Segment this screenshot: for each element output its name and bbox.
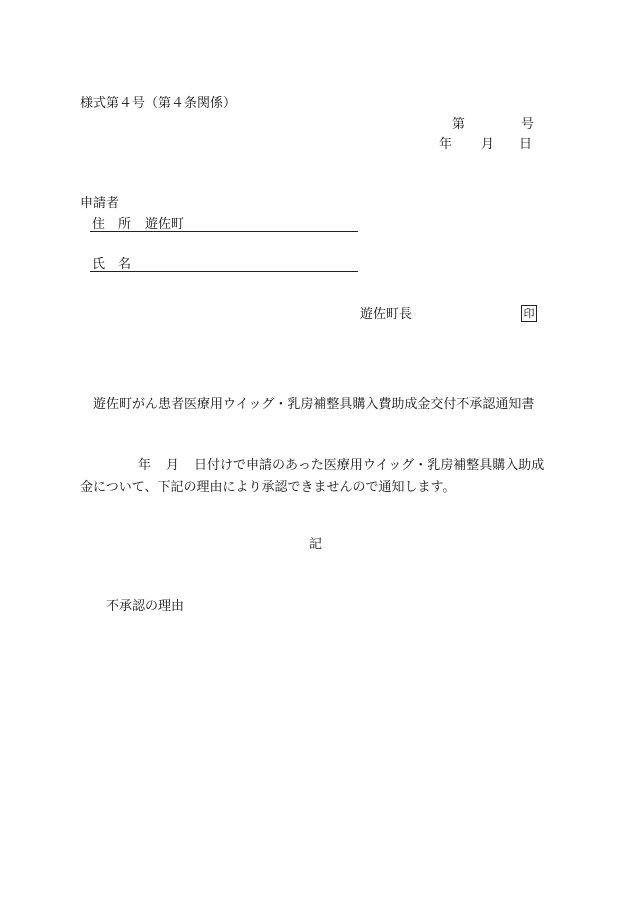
body-line-2: 金について、下記の理由により承認できませんので通知します。 (80, 480, 456, 495)
body-line-1-text: 日付けで申請のあった医療用ウイッグ・乳房補整具購入助成 (194, 458, 545, 473)
name-underline (90, 271, 358, 272)
name-label-char-1: 氏 (92, 257, 106, 272)
form-number: 様式第４号（第４条関係） (80, 96, 237, 111)
date-month-label: 月 (481, 137, 495, 152)
document-title: 遊佐町がん患者医療用ウイッグ・乳房補整具購入費助成金交付不承認通知書 (93, 397, 535, 412)
reason-label: 不承認の理由 (106, 599, 185, 614)
body-year-label: 年 (138, 458, 152, 473)
ki-heading: 記 (309, 537, 323, 552)
document-number-suffix: 号 (521, 117, 535, 132)
applicant-heading: 申請者 (80, 196, 120, 211)
address-label-char-1: 住 (92, 217, 106, 232)
date-year-label: 年 (439, 137, 453, 152)
seal-stamp: 印 (521, 305, 537, 322)
address-label-char-2: 所 (118, 217, 132, 232)
name-label-char-2: 名 (118, 257, 132, 272)
date-day-label: 日 (519, 137, 533, 152)
address-underline (90, 231, 358, 232)
address-value: 遊佐町 (145, 217, 185, 232)
body-month-label: 月 (166, 458, 180, 473)
document-number-label: 第 (452, 117, 466, 132)
issuer-title: 遊佐町長 (360, 307, 413, 322)
